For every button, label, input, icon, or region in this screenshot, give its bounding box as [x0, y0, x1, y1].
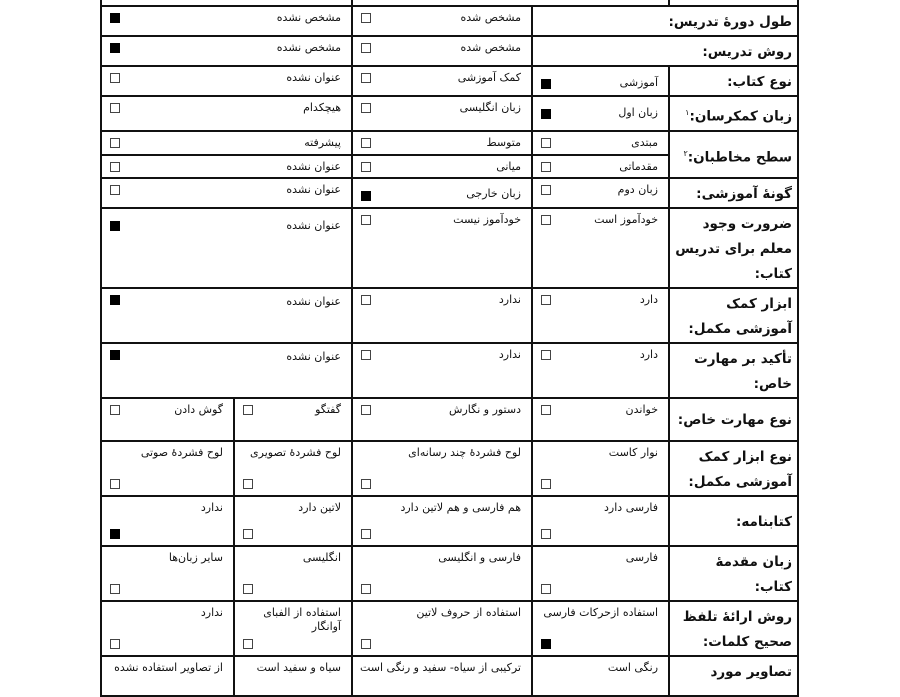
table-row	[101, 496, 798, 546]
table-row	[101, 66, 798, 96]
checkbox-checked-icon[interactable]	[110, 221, 120, 231]
option-cell[interactable]	[101, 656, 234, 696]
option-label: ندارد	[200, 605, 223, 619]
checkbox-unchecked-icon[interactable]	[110, 479, 120, 489]
checkbox-unchecked-icon[interactable]	[243, 529, 253, 539]
option-label: پیشرفته	[304, 135, 341, 149]
option-cell[interactable]	[101, 208, 352, 288]
table-row	[101, 131, 798, 155]
checkbox-unchecked-icon[interactable]	[110, 405, 120, 415]
option-label: لوح فشردهٔ تصویری	[250, 445, 341, 459]
option-cell[interactable]	[532, 155, 669, 178]
checkbox-unchecked-icon[interactable]	[361, 73, 371, 83]
table-row	[101, 656, 798, 696]
row-label-text: زبان کمکرسان:	[689, 108, 792, 125]
checkbox-unchecked-icon[interactable]	[243, 584, 253, 594]
table-row	[101, 36, 798, 66]
option-cell[interactable]	[234, 546, 352, 601]
option-label: سایر زبان‌ها	[168, 550, 223, 564]
checkbox-checked-icon[interactable]	[541, 79, 551, 89]
row-label: روش تدریس:	[532, 36, 798, 66]
option-label: عنوان نشده	[286, 159, 341, 173]
checkbox-unchecked-icon[interactable]	[541, 584, 551, 594]
option-cell[interactable]	[532, 656, 669, 696]
option-cell[interactable]	[101, 398, 234, 441]
checkbox-unchecked-icon[interactable]	[541, 162, 551, 172]
option-cell[interactable]	[532, 398, 669, 441]
option-cell[interactable]	[352, 208, 532, 288]
checkbox-checked-icon[interactable]	[110, 295, 120, 305]
option-cell[interactable]	[532, 178, 669, 208]
option-label: عنوان نشده	[286, 182, 341, 196]
option-label: فارسی و انگلیسی	[438, 550, 521, 564]
evaluation-form	[100, 0, 797, 697]
option-cell[interactable]	[352, 36, 532, 66]
option-cell[interactable]	[352, 546, 532, 601]
option-label: میانی	[496, 159, 521, 173]
option-cell[interactable]	[352, 288, 532, 343]
option-label: عنوان نشده	[286, 349, 341, 363]
option-cell[interactable]	[234, 601, 352, 656]
checkbox-unchecked-icon[interactable]	[243, 479, 253, 489]
option-cell[interactable]	[234, 496, 352, 546]
checkbox-unchecked-icon[interactable]	[110, 103, 120, 113]
option-cell[interactable]	[532, 601, 669, 656]
checkbox-unchecked-icon[interactable]	[110, 73, 120, 83]
table-row	[101, 343, 798, 398]
option-cell[interactable]	[352, 6, 532, 36]
checkbox-unchecked-icon[interactable]	[541, 215, 551, 225]
option-cell[interactable]	[532, 96, 669, 131]
checkbox-unchecked-icon[interactable]	[541, 350, 551, 360]
option-cell[interactable]	[101, 178, 352, 208]
row-label	[669, 96, 798, 131]
option-label: ندارد	[200, 500, 223, 514]
row-label: روش ارائهٔ تلفظ صحیح کلمات:	[669, 601, 798, 656]
option-cell[interactable]	[234, 441, 352, 496]
option-label: فارسی	[625, 550, 658, 564]
option-label: ندارد	[498, 292, 521, 306]
option-label: عنوان نشده	[286, 294, 341, 308]
row-label: زبان مقدمهٔ کتاب:	[669, 546, 798, 601]
option-cell[interactable]	[101, 66, 352, 96]
option-cell[interactable]	[352, 398, 532, 441]
checkbox-unchecked-icon[interactable]	[361, 639, 371, 649]
footnote-marker: ۱	[685, 108, 690, 117]
option-label: استفاده از حروف لاتین	[416, 605, 521, 619]
checkbox-unchecked-icon[interactable]	[361, 138, 371, 148]
option-cell[interactable]	[532, 441, 669, 496]
table-row	[101, 208, 798, 288]
option-label: مبتدی	[631, 135, 658, 149]
option-label: خودآموز نیست	[453, 212, 521, 226]
option-cell[interactable]	[234, 398, 352, 441]
option-label: خواندن	[625, 402, 658, 416]
option-cell[interactable]	[101, 343, 352, 398]
option-cell[interactable]	[532, 343, 669, 398]
option-label: دارد	[639, 347, 658, 361]
option-label: گوش دادن	[174, 402, 223, 416]
checkbox-unchecked-icon[interactable]	[243, 639, 253, 649]
option-label: دارد	[639, 292, 658, 306]
table-row	[101, 398, 798, 441]
option-cell[interactable]	[352, 441, 532, 496]
option-label: استفاده از الفبای آوانگار	[263, 605, 341, 633]
option-label: لوح فشردهٔ چند رسانه‌ای	[408, 445, 521, 459]
checkbox-checked-icon[interactable]	[361, 191, 371, 201]
row-label	[669, 131, 798, 178]
option-cell[interactable]	[532, 131, 669, 155]
row-label: تأکید بر مهارت خاص:	[669, 343, 798, 398]
option-cell[interactable]	[352, 96, 532, 131]
checkbox-unchecked-icon[interactable]	[361, 103, 371, 113]
checkbox-unchecked-icon[interactable]	[110, 584, 120, 594]
checkbox-unchecked-icon[interactable]	[361, 405, 371, 415]
checkbox-checked-icon[interactable]	[541, 109, 551, 119]
checkbox-unchecked-icon[interactable]	[243, 405, 253, 415]
row-label: تصاویر مورد	[669, 656, 798, 696]
row-label: طول دورهٔ تدریس:	[532, 6, 798, 36]
row-label: ابزار کمک آموزشی مکمل:	[669, 288, 798, 343]
checkbox-unchecked-icon[interactable]	[361, 479, 371, 489]
option-cell[interactable]	[101, 96, 352, 131]
option-cell[interactable]	[352, 155, 532, 178]
checkbox-checked-icon[interactable]	[110, 43, 120, 53]
checkbox-unchecked-icon[interactable]	[541, 138, 551, 148]
table-row	[101, 546, 798, 601]
row-label: نوع کتاب:	[669, 66, 798, 96]
option-cell[interactable]	[101, 155, 352, 178]
option-label: مشخص شده	[460, 41, 521, 54]
option-label: ترکیبی از سیاه- سفید و رنگی است	[359, 660, 521, 674]
checkbox-unchecked-icon[interactable]	[110, 138, 120, 148]
option-label: استفاده ازحرکات فارسی	[543, 605, 658, 619]
table-row	[101, 441, 798, 496]
row-label: گونهٔ آموزشی:	[669, 178, 798, 208]
option-label: نوار کاست	[608, 445, 658, 459]
table-row	[101, 288, 798, 343]
option-label: زبان خارجی	[466, 186, 521, 200]
option-cell[interactable]	[101, 131, 352, 155]
option-cell[interactable]	[101, 601, 234, 656]
option-label: فارسی دارد	[604, 500, 658, 514]
checkbox-unchecked-icon[interactable]	[361, 584, 371, 594]
option-cell[interactable]	[101, 36, 352, 66]
option-cell[interactable]	[352, 66, 532, 96]
option-label: مشخص نشده	[276, 41, 341, 54]
option-label: هم فارسی و هم لاتین دارد	[400, 500, 521, 514]
option-cell[interactable]	[532, 66, 669, 96]
option-cell[interactable]	[352, 343, 532, 398]
option-label: لاتین دارد	[298, 500, 341, 514]
row-label: ضرورت وجود معلم برای تدریس کتاب:	[669, 208, 798, 288]
option-cell[interactable]	[234, 656, 352, 696]
checkbox-unchecked-icon[interactable]	[361, 215, 371, 225]
checkbox-unchecked-icon[interactable]	[361, 13, 371, 23]
option-cell[interactable]	[101, 496, 234, 546]
option-cell[interactable]	[101, 6, 352, 36]
row-label: نوع ابزار کمک آموزشی مکمل:	[669, 441, 798, 496]
table-row	[101, 178, 798, 208]
checkbox-checked-icon[interactable]	[541, 639, 551, 649]
checkbox-unchecked-icon[interactable]	[361, 43, 371, 53]
checkbox-unchecked-icon[interactable]	[110, 639, 120, 649]
option-label: خودآموز است	[594, 212, 658, 226]
checkbox-checked-icon[interactable]	[110, 529, 120, 539]
checkbox-unchecked-icon[interactable]	[361, 295, 371, 305]
checkbox-checked-icon[interactable]	[110, 350, 120, 360]
option-label: انگلیسی	[302, 550, 341, 564]
checkbox-unchecked-icon[interactable]	[361, 529, 371, 539]
option-label: آموزشی	[619, 76, 658, 89]
footnote-marker: ۲	[683, 148, 688, 158]
option-cell[interactable]	[532, 496, 669, 546]
table-row	[101, 6, 798, 36]
option-label: دستور و نگارش	[449, 402, 521, 416]
option-label: گفتگو	[315, 402, 341, 416]
checkbox-unchecked-icon[interactable]	[541, 185, 551, 195]
form-table	[100, 0, 799, 697]
option-label: متوسط	[486, 135, 521, 149]
option-cell[interactable]	[352, 601, 532, 656]
checkbox-unchecked-icon[interactable]	[361, 350, 371, 360]
option-cell[interactable]	[352, 496, 532, 546]
option-label: لوح فشردهٔ صوتی	[140, 445, 223, 459]
checkbox-checked-icon[interactable]	[110, 13, 120, 23]
option-cell[interactable]	[352, 178, 532, 208]
option-label: زبان دوم	[617, 182, 658, 196]
option-label: ندارد	[498, 347, 521, 361]
option-label: مقدماتی	[619, 159, 658, 173]
checkbox-unchecked-icon[interactable]	[541, 405, 551, 415]
option-cell[interactable]	[101, 288, 352, 343]
option-label: زبان انگلیسی	[459, 101, 521, 114]
checkbox-unchecked-icon[interactable]	[110, 162, 120, 172]
checkbox-unchecked-icon[interactable]	[541, 479, 551, 489]
option-label: از تصاویر استفاده نشده	[114, 660, 223, 674]
row-label: کتابنامه:	[669, 496, 798, 546]
option-cell[interactable]	[101, 546, 234, 601]
option-label: عنوان نشده	[286, 71, 341, 84]
option-label: هیچکدام	[303, 101, 341, 114]
option-label: زبان اول	[618, 106, 658, 119]
row-label: نوع مهارت خاص:	[669, 398, 798, 441]
checkbox-unchecked-icon[interactable]	[361, 162, 371, 172]
row-label-text: سطح مخاطبان:	[687, 149, 792, 166]
table-row	[101, 96, 798, 131]
option-label: سیاه و سفید است	[256, 660, 341, 674]
option-cell[interactable]	[101, 441, 234, 496]
option-cell[interactable]	[532, 208, 669, 288]
option-label: کمک آموزشی	[457, 71, 521, 84]
option-label: مشخص نشده	[276, 11, 341, 24]
option-cell[interactable]	[532, 546, 669, 601]
option-label: عنوان نشده	[286, 218, 341, 232]
checkbox-unchecked-icon[interactable]	[541, 295, 551, 305]
option-cell[interactable]	[352, 131, 532, 155]
option-cell[interactable]	[532, 288, 669, 343]
option-label: رنگی است	[607, 660, 658, 674]
checkbox-unchecked-icon[interactable]	[110, 185, 120, 195]
option-cell[interactable]	[352, 656, 532, 696]
table-row	[101, 601, 798, 656]
checkbox-unchecked-icon[interactable]	[541, 529, 551, 539]
option-label: مشخص شده	[460, 11, 521, 24]
